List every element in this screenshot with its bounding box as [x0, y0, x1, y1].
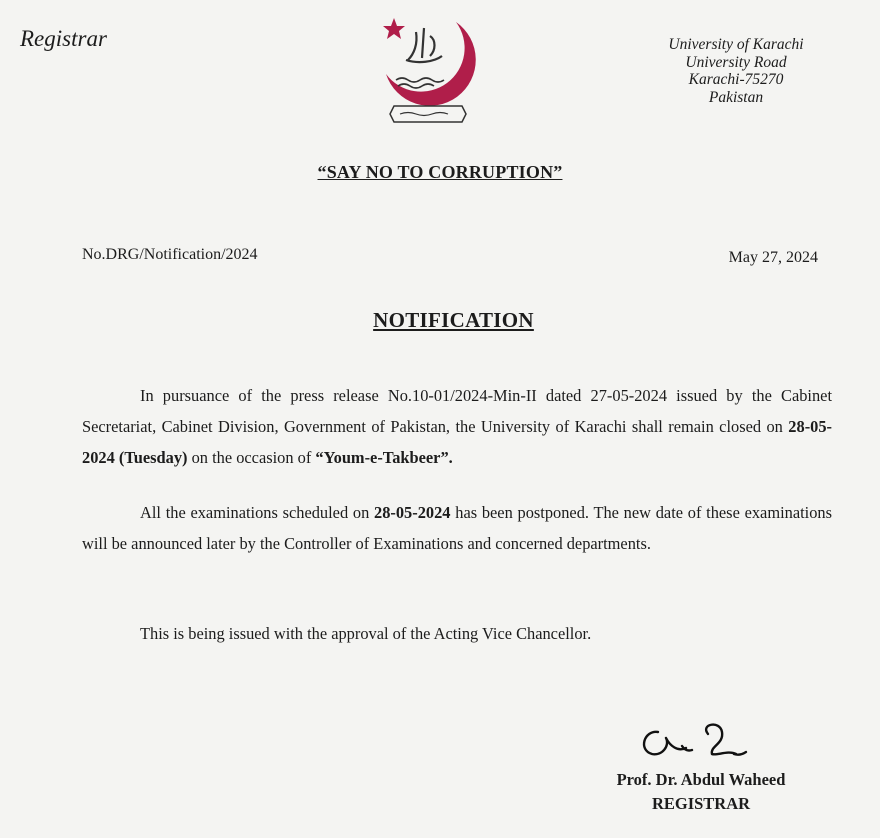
logo-calligraphy-icon — [406, 28, 442, 62]
university-address — [636, 36, 836, 106]
address-line: Pakistan — [708, 88, 764, 106]
signature-icon — [636, 716, 756, 762]
office-label: Registrar — [20, 26, 107, 51]
notification-date: May 27, 2024 — [728, 249, 818, 266]
address-line: University Road — [685, 53, 787, 71]
address-line: Karachi-75270 — [688, 71, 784, 88]
occasion-name: “Youm-e-Takbeer”. — [315, 448, 453, 467]
paragraph-approval: This is being issued with the approval of the Acting Vice Chancellor. — [140, 624, 592, 643]
logo-star-icon — [383, 18, 405, 39]
paragraph-exams — [82, 497, 832, 559]
address-line: University of Karachi — [668, 36, 804, 53]
signatory-designation: REGISTRAR — [651, 794, 751, 813]
signatory-name: Prof. Dr. Abdul Waheed — [616, 770, 786, 789]
text-run: All the examinations scheduled on — [140, 503, 375, 522]
text-run: has been postponed. The new date of these examinations will be announced later by the Controller of Examinations and concerned departments. — [82, 503, 832, 553]
slogan: “SAY NO TO CORRUPTION” — [317, 162, 563, 182]
logo-waves-icon — [396, 78, 444, 88]
signatory-block — [556, 768, 846, 816]
paragraph-closure — [82, 380, 832, 473]
closure-date: 28-05-2024 (Tuesday) — [82, 417, 832, 467]
text-run: In pursuance of the press release No.10-01/2024-Min-II dated 27-05-2024 issued by the Cabinet Secretariat, Cabinet Division, Government of Pakistan, the University of Karachi shall remain closed on — [82, 386, 832, 436]
text-run: on the occasion of — [187, 448, 316, 467]
exam-date: 28-05-2024 — [374, 503, 451, 522]
university-logo — [378, 14, 478, 130]
notification-title: NOTIFICATION — [373, 308, 534, 332]
reference-number: No.DRG/Notification/2024 — [82, 246, 258, 263]
